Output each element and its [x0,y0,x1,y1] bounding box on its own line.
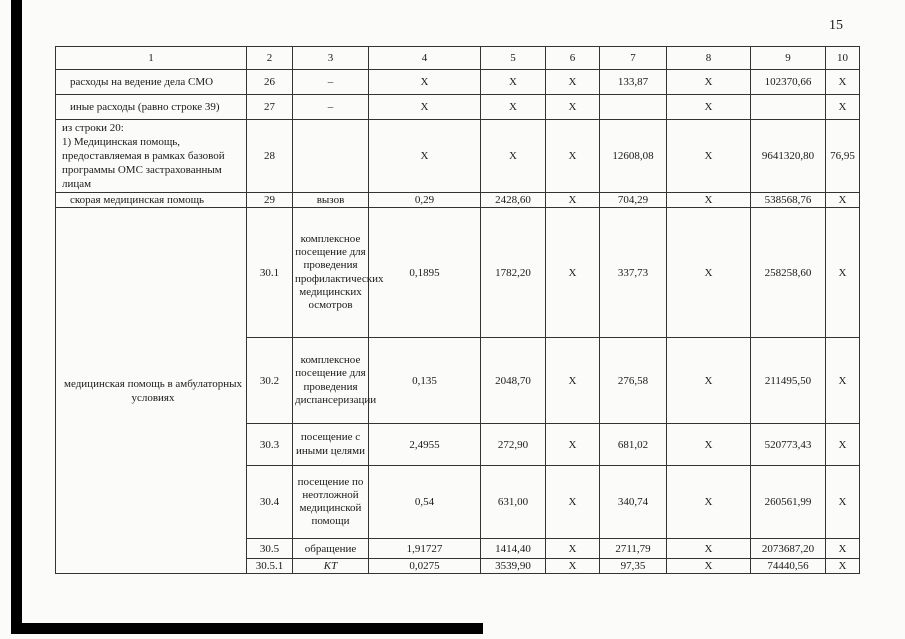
table-cell: 27 [247,95,293,120]
table-cell: 0,54 [369,466,481,539]
table-cell: X [667,539,751,559]
header-row [56,47,860,70]
table-cell: X [369,70,481,95]
header-cell: 10 [826,47,860,70]
header-cell: 4 [369,47,481,70]
table-row [56,193,860,208]
table-cell: 340,74 [600,466,667,539]
table-cell: 2,4955 [369,424,481,466]
table-cell: X [667,338,751,424]
table-cell: X [826,424,860,466]
table-cell: 1,91727 [369,539,481,559]
row-label: из строки 20: 1) Медицинская помощь, предоставляемая в рамках базовой программы ОМС застрахованным лицам [56,120,247,193]
table-cell: X [481,95,546,120]
table-cell: X [667,559,751,574]
table-cell: 337,73 [600,208,667,338]
table-cell: 30.5.1 [247,559,293,574]
table-cell: 3539,90 [481,559,546,574]
table-cell: КТ [293,559,369,574]
scan-left-border [11,0,22,634]
table-cell: 276,58 [600,338,667,424]
table-cell: X [546,559,600,574]
table-cell: X [481,120,546,193]
table-cell: X [546,424,600,466]
table-cell: X [546,120,600,193]
table-cell: 102370,66 [751,70,826,95]
table-cell: X [667,193,751,208]
header-cell: 9 [751,47,826,70]
header-cell: 1 [56,47,247,70]
scan-bottom-border [11,623,483,634]
row-label: иные расходы (равно строке 39) [56,95,247,120]
table-cell: 133,87 [600,70,667,95]
table-cell: 30.2 [247,338,293,424]
table-row [56,70,860,95]
table-cell: X [826,193,860,208]
header-cell: 5 [481,47,546,70]
table-cell: 0,135 [369,338,481,424]
table-cell: X [826,208,860,338]
table-cell: 76,95 [826,120,860,193]
table-cell: X [667,424,751,466]
table-cell: 0,29 [369,193,481,208]
table-cell: X [826,95,860,120]
table-cell: X [667,466,751,539]
table-cell: X [826,559,860,574]
table-cell [293,120,369,193]
table-cell [600,95,667,120]
table-cell: обращение [293,539,369,559]
table-cell: X [826,70,860,95]
table-cell: вызов [293,193,369,208]
table-cell: X [826,466,860,539]
table-cell: 1782,20 [481,208,546,338]
table-cell: X [546,208,600,338]
table-cell: 26 [247,70,293,95]
table-cell: 28 [247,120,293,193]
table-cell: 2048,70 [481,338,546,424]
table-cell: 30.1 [247,208,293,338]
table-cell: 30.5 [247,539,293,559]
table-cell: 258258,60 [751,208,826,338]
table-cell: X [369,95,481,120]
table-cell: – [293,95,369,120]
table-cell: 260561,99 [751,466,826,539]
table-cell: X [546,95,600,120]
table-row [56,95,860,120]
table-cell: X [546,338,600,424]
table-cell: X [826,539,860,559]
table-cell: 12608,08 [600,120,667,193]
table-cell: X [369,120,481,193]
table-cell: посещение по неотложной медицинской помощи [293,466,369,539]
table-cell: 272,90 [481,424,546,466]
table-cell: 97,35 [600,559,667,574]
data-table [55,46,860,574]
table-cell: 704,29 [600,193,667,208]
table-cell: 681,02 [600,424,667,466]
table-cell: X [481,70,546,95]
table-row [56,120,860,193]
table-row [56,208,860,338]
table-cell: X [667,70,751,95]
table-cell: комплексное посещение для проведения профилактических медицинских осмотров [293,208,369,338]
table-cell: 631,00 [481,466,546,539]
table-cell: X [667,120,751,193]
table-cell: 0,1895 [369,208,481,338]
table-cell: 520773,43 [751,424,826,466]
table-cell: 538568,76 [751,193,826,208]
table-cell: – [293,70,369,95]
header-cell: 8 [667,47,751,70]
table-cell: X [546,193,600,208]
table-cell: X [546,466,600,539]
table-cell: X [667,208,751,338]
table-cell: 30.3 [247,424,293,466]
table-cell: X [546,70,600,95]
table-cell: 2073687,20 [751,539,826,559]
table-cell: 1414,40 [481,539,546,559]
table-cell: 30.4 [247,466,293,539]
table-cell [751,95,826,120]
header-cell: 7 [600,47,667,70]
header-cell: 2 [247,47,293,70]
table-cell: 2711,79 [600,539,667,559]
table-cell: 211495,50 [751,338,826,424]
table-cell: посещение с иными целями [293,424,369,466]
row-label: скорая медицинская помощь [56,193,247,208]
row-label: расходы на ведение дела СМО [56,70,247,95]
table-cell: X [826,338,860,424]
table-cell: 2428,60 [481,193,546,208]
table-cell: комплексное посещение для проведения диспансеризации [293,338,369,424]
page-number: 15 [829,18,843,33]
table-cell: X [667,95,751,120]
table-cell: 29 [247,193,293,208]
table-cell: 0,0275 [369,559,481,574]
header-cell: 6 [546,47,600,70]
table-cell: X [546,539,600,559]
ambulatory-label: медицинская помощь в амбулаторных условиях [56,208,247,574]
header-cell: 3 [293,47,369,70]
table-cell: 9641320,80 [751,120,826,193]
table-cell: 74440,56 [751,559,826,574]
